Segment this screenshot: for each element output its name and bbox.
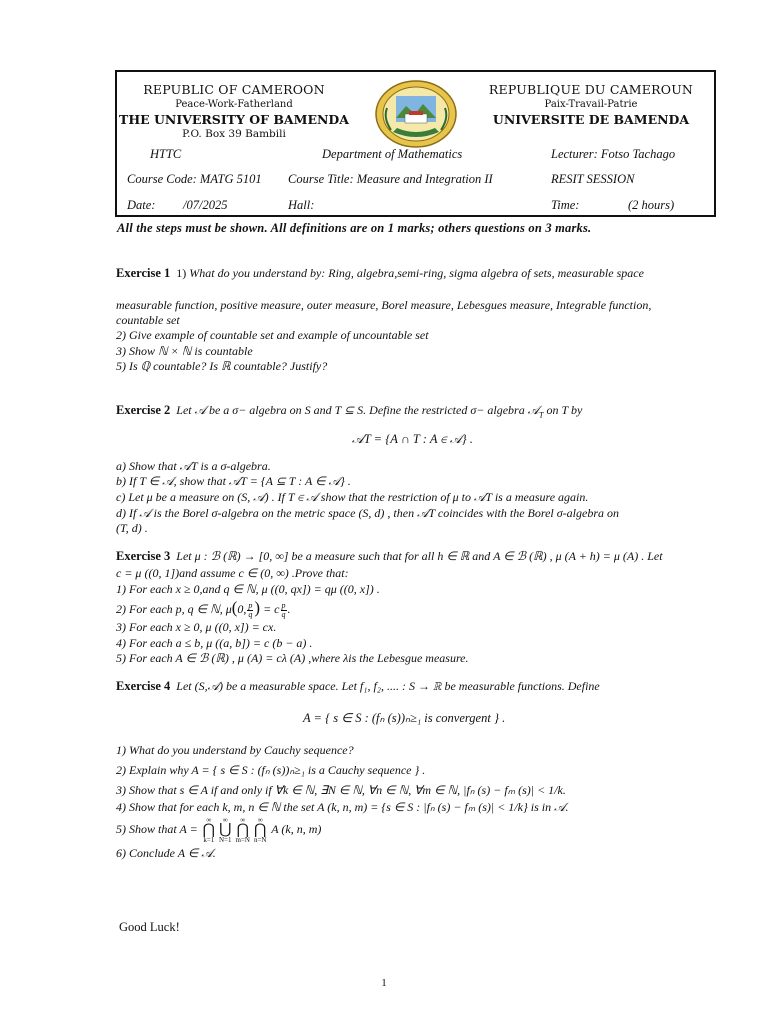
exercise-4-q5-tail: A (k, n, m) (271, 821, 322, 836)
exercise-1-q1-number: 1) (176, 266, 187, 280)
exercise-3-title: Exercise 3 (116, 549, 171, 563)
exercise-4-title: Exercise 4 (116, 679, 171, 693)
page-number: 1 (381, 977, 387, 989)
exercise-4-intro-line (116, 679, 600, 694)
exercise-4-q3: 3) Show that s ∈ A if and only if ∀k ∈ ℕ, ∃N ∈ ℕ, ∀n ∈ ℕ, ∀m ∈ ℕ, |fₙ (s) − fₘ (s)| < 1/k. (116, 783, 566, 797)
exercise-4-q5: 5) Show that A = (116, 821, 198, 836)
exercise-3-intro-line (116, 549, 663, 564)
date-value: /07/2025 (183, 198, 228, 212)
republic-fr: REPUBLIQUE DU CAMEROUN (488, 82, 694, 97)
exercise-4-q5-line (116, 816, 321, 844)
university-seal-logo (373, 78, 459, 150)
university-en: THE UNIVERSITY OF BAMENDA (119, 112, 349, 127)
exercise-2-part-c: c) Let μ be a measure on (S, 𝒜) . If T ∈ 𝒜 show that the restriction of μ to 𝒜T is a measure again. (116, 490, 589, 504)
exercise-2-intro-end: on T by (543, 403, 583, 417)
exercise-3-q3: 3) For each x ≥ 0, μ ((0, x]) = cx. (116, 620, 277, 634)
time-value: (2 hours) (628, 198, 675, 212)
exercise-2-display-equation: 𝒜T = {A ∩ T : A ∈ 𝒜} . (352, 432, 473, 446)
exercise-3-intro: Let μ : ℬ (ℝ) → [0, ∞] be a measure such that for all h ∈ ℝ and A ∈ ℬ (ℝ) , μ (A + h) = μ (A) . Let (176, 549, 663, 563)
exercise-3-q4: 4) For each a ≤ b, μ ((a, b]) = c (b − a) . (116, 636, 313, 650)
university-fr: UNIVERSITE DE BAMENDA (492, 112, 690, 127)
exercise-2-part-d: d) If 𝒜 is the Borel σ-algebra on the metric space (S, d) , then 𝒜T coincides with the Borel σ-algebra on (116, 506, 620, 520)
exercise-2-intro: Let 𝒜 be a σ− algebra on S and T ⊆ S. Define the restricted σ− algebra 𝒜 (176, 403, 540, 417)
department-label: Department of Mathematics (322, 147, 463, 161)
exercise-1-q1-cont2: countable set (116, 313, 180, 327)
exercise-2-title: Exercise 2 (116, 403, 171, 417)
exercise-1-q1: What do you understand by: Ring, algebra,semi-ring, sigma algebra of sets, measurable space (189, 266, 644, 280)
motto-en: Peace-Work-Fatherland (175, 99, 293, 110)
lecturer-label: Lecturer: Fotso Tachago (551, 147, 676, 161)
session-label: RESIT SESSION (551, 172, 635, 186)
exercise-1-q5: 5) Is ℚ countable? Is ℝ countable? Justify? (116, 359, 328, 373)
exercise-3-q2: 2) For each p, q ∈ ℕ, μ (116, 602, 232, 616)
exercise-1-line (116, 266, 644, 281)
po-box: P.O. Box 39 Bambili (182, 128, 286, 140)
exam-instructions: All the steps must be shown. All definitions are on 1 marks; others questions on 3 marks. (117, 221, 592, 235)
exercise-4-q1: 1) What do you understand by Cauchy sequence? (116, 743, 354, 757)
exercise-1-title: Exercise 1 (116, 266, 171, 280)
exercise-2-part-d-cont: (T, d) . (116, 521, 148, 535)
intersection-operator: ∞ ⋂ m=N (235, 816, 250, 844)
exercise-3-intro-cont: c = μ ((0, 1])and assume c ∈ (0, ∞) .Prove that: (116, 566, 349, 580)
exercise-1-q3: 3) Show ℕ × ℕ is countable (116, 344, 253, 358)
exercise-3-q1: 1) For each x ≥ 0,and q ∈ ℕ, μ ((0, qx]) = qμ ((0, x]) . (116, 582, 380, 596)
exercise-4-q2: 2) Explain why A = { s ∈ S : (fₙ (s))ₙ≥₁ is a Cauchy sequence } . (116, 763, 426, 777)
exercise-3-q5: 5) For each A ∈ ℬ (ℝ) , μ (A) = cλ (A) ,where λis the Lebesgue measure. (116, 651, 469, 665)
exercise-4-q4: 4) Show that for each k, m, n ∈ ℕ the set A (k, n, m) = {s ∈ S : |fₙ (s) − fₘ (s)| < 1/k} is in 𝒜. (116, 800, 569, 814)
exercise-2-part-b: b) If T ∈ 𝒜, show that 𝒜T = {A ⊆ T : A ∈ 𝒜} . (116, 474, 351, 488)
exercise-3-q2-line: 2) For each p, q ∈ ℕ, μ(0, $\frac{p}{q}$ ) = c $\frac{p}{q}$ . (116, 598, 291, 619)
exercise-4-display-equation: A = { s ∈ S : (fₙ (s))ₙ≥₁ is convergent } . (303, 711, 506, 725)
intersection-operator: ∞ ⋂ k=1 (202, 816, 215, 844)
exercise-4-intro: Let (S,𝒜) be a measurable space. Let f₁, f₂, .... : S → ℝ be measurable functions. Define (176, 679, 600, 693)
header-box (115, 70, 716, 217)
hall-label: Hall: (288, 198, 315, 212)
exercise-2-intro-line (116, 403, 582, 419)
exercise-4-q6: 6) Conclude A ∈ 𝒜. (116, 846, 216, 860)
intersection-operator: ∞ ⋂ n=N (253, 816, 267, 844)
republic-en: REPUBLIC OF CAMEROON (143, 82, 325, 97)
exercise-1-q1-cont: measurable function, positive measure, outer measure, Borel measure, Lebesgues measure, Integrable function, (116, 298, 652, 312)
exercise-2-part-a: a) Show that 𝒜T is a σ-algebra. (116, 459, 271, 473)
good-luck: Good Luck! (119, 920, 180, 934)
course-code: Course Code: MATG 5101 (127, 172, 262, 186)
exercise-1-q2: 2) Give example of countable set and example of uncountable set (116, 328, 429, 342)
course-title: Course Title: Measure and Integration II (288, 172, 493, 186)
time-label: Time: (551, 198, 580, 212)
date-label: Date: (127, 198, 156, 212)
motto-fr: Paix-Travail-Patrie (544, 99, 638, 110)
exercise-2-intro-sub: T (539, 410, 544, 420)
union-operator: ∞ ⋃ N=1 (218, 816, 232, 844)
school-label: HTTC (150, 147, 182, 161)
